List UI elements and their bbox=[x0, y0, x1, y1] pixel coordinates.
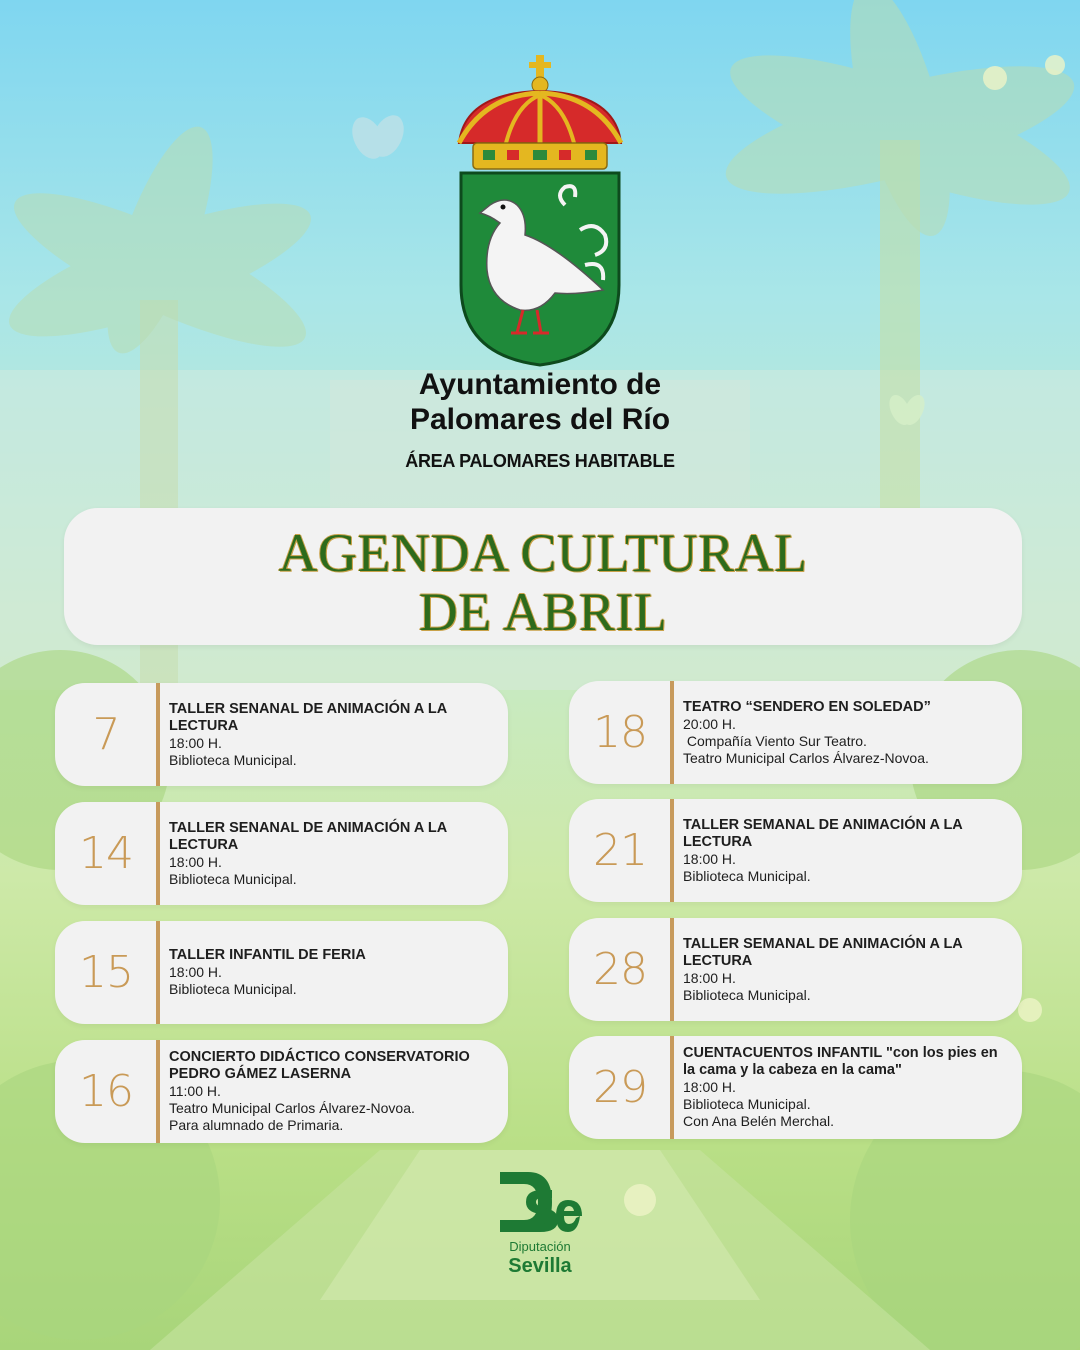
event-divider bbox=[156, 1040, 160, 1143]
event-details bbox=[169, 1040, 499, 1143]
event-time: 11:00 H. bbox=[169, 1083, 221, 1099]
event-day: 28 bbox=[593, 944, 647, 995]
event-divider bbox=[670, 799, 674, 902]
event-title: CUENTACUENTOS INFANTIL "con los pies en la cama y la cabeza en la cama" bbox=[683, 1045, 998, 1078]
event-divider bbox=[670, 918, 674, 1021]
event-title: TALLER SENANAL DE ANIMACIÓN A LA LECTURA bbox=[169, 819, 447, 853]
event-time: 18:00 H. bbox=[169, 964, 222, 980]
event-place: Teatro Municipal Carlos Álvarez-Novoa. bbox=[683, 749, 929, 766]
page-title-line2: DE ABRIL bbox=[418, 582, 668, 642]
event-day: 15 bbox=[79, 947, 133, 998]
event-day: 21 bbox=[593, 825, 647, 876]
town-name-line1: Ayuntamiento de bbox=[418, 368, 662, 401]
event-details bbox=[169, 802, 499, 905]
event-title: TALLER SENANAL DE ANIMACIÓN A LA LECTURA bbox=[169, 700, 447, 734]
title-banner bbox=[64, 508, 1022, 645]
page-title-line1: AGENDA CULTURAL bbox=[278, 523, 808, 583]
event-card bbox=[55, 921, 508, 1024]
event-time: 18:00 H. bbox=[683, 1079, 736, 1095]
event-place: Biblioteca Municipal. bbox=[169, 870, 297, 887]
event-place: Biblioteca Municipal. bbox=[169, 751, 297, 768]
event-details bbox=[683, 1036, 1013, 1139]
event-title: TALLER SEMANAL DE ANIMACIÓN A LA LECTURA bbox=[683, 935, 963, 969]
event-title: TALLER INFANTIL DE FERIA bbox=[169, 947, 366, 963]
event-day: 16 bbox=[79, 1066, 133, 1117]
event-card bbox=[569, 918, 1022, 1021]
event-place: Biblioteca Municipal. bbox=[169, 981, 297, 997]
event-place: Teatro Municipal Carlos Álvarez-Novoa. bbox=[169, 1100, 415, 1116]
event-time: 18:00 H. bbox=[169, 734, 222, 751]
event-divider bbox=[670, 1036, 674, 1139]
event-card bbox=[55, 683, 508, 786]
event-note: Con Ana Belén Merchal. bbox=[683, 1113, 834, 1129]
event-note: Para alumnado de Primaria. bbox=[169, 1117, 344, 1133]
event-card bbox=[55, 802, 508, 905]
event-title: TALLER SEMANAL DE ANIMACIÓN A LA LECTURA bbox=[683, 816, 963, 850]
event-title: CONCIERTO DIDÁCTICO CONSERVATORIO PEDRO GÁMEZ LASERNA bbox=[169, 1049, 470, 1082]
event-day: 18 bbox=[593, 707, 647, 758]
event-details bbox=[683, 799, 1013, 902]
event-divider bbox=[156, 683, 160, 786]
event-divider bbox=[156, 802, 160, 905]
area-subtitle: ÁREA PALOMARES HABITABLE bbox=[405, 451, 675, 471]
event-place: Biblioteca Municipal. bbox=[683, 986, 811, 1003]
event-time: 18:00 H. bbox=[683, 850, 736, 867]
coat-of-arms-dove-icon bbox=[445, 55, 635, 370]
diputacion-sevilla-logo bbox=[490, 1168, 590, 1280]
event-card bbox=[55, 1040, 508, 1143]
logo-line1: Diputación bbox=[509, 1239, 571, 1254]
logo-line2: Sevilla bbox=[508, 1255, 572, 1277]
event-details bbox=[683, 681, 1013, 784]
event-details bbox=[683, 918, 1013, 1021]
event-title: TEATRO “SENDERO EN SOLEDAD” bbox=[683, 698, 931, 715]
event-card bbox=[569, 799, 1022, 902]
event-details bbox=[169, 683, 499, 786]
event-divider bbox=[156, 921, 160, 1024]
event-divider bbox=[670, 681, 674, 784]
town-name-line2: Palomares del Río bbox=[409, 403, 671, 436]
event-place: Biblioteca Municipal. bbox=[683, 1096, 811, 1112]
event-time: 18:00 H. bbox=[683, 969, 736, 986]
event-details bbox=[169, 921, 499, 1024]
event-place: Biblioteca Municipal. bbox=[683, 867, 811, 884]
event-company: Compañía Viento Sur Teatro. bbox=[683, 732, 867, 749]
event-day: 29 bbox=[593, 1062, 647, 1113]
event-time: 18:00 H. bbox=[169, 853, 222, 870]
event-time: 20:00 H. bbox=[683, 715, 736, 732]
event-card bbox=[569, 1036, 1022, 1139]
event-day: 14 bbox=[79, 828, 133, 879]
event-card bbox=[569, 681, 1022, 784]
event-day: 7 bbox=[92, 709, 120, 760]
